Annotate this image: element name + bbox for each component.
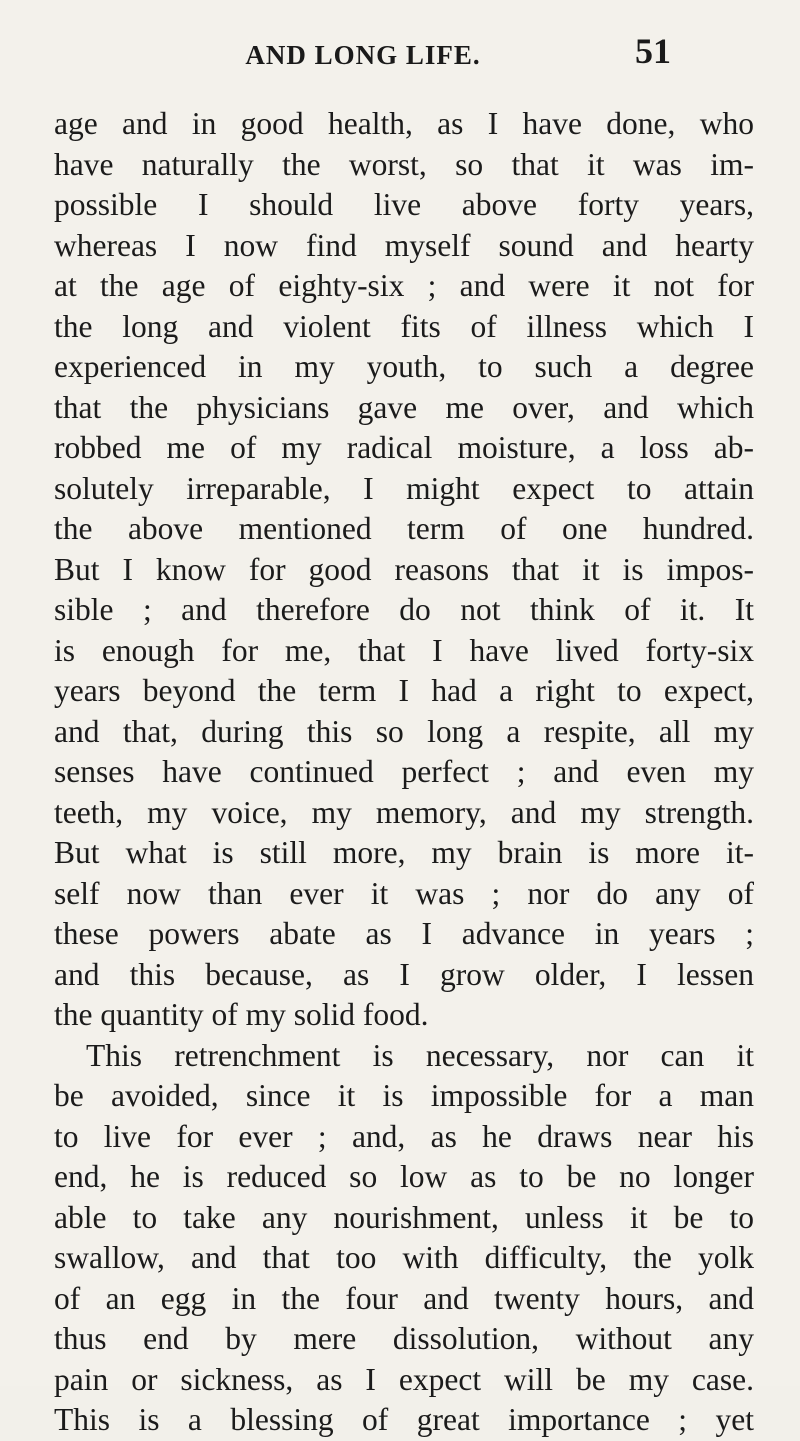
text-line: possible I should live above forty years,: [54, 187, 754, 222]
text-line: But what is still more, my brain is more it-: [54, 835, 754, 870]
text-line: the long and violent fits of illness which I: [54, 308, 754, 344]
text-line: of an egg in the four and twenty hours, and: [54, 1280, 754, 1316]
running-title: AND LONG LIFE.: [245, 40, 481, 70]
text-line: But I know for good reasons that it is impos-: [54, 551, 754, 587]
text-line: at the age of eighty-six ; and were it not for: [54, 268, 754, 303]
text-line: is enough for me, that I have lived forty-six: [54, 632, 754, 668]
text-line: age and in good health, as I have done, who: [54, 106, 754, 141]
text-line: robbed me of my radical moisture, a loss ab-: [54, 430, 754, 465]
body-text: [54, 104, 754, 1441]
text-line: that the physicians gave me over, and which: [54, 389, 754, 425]
text-line: sible ; and therefore do not think of it. It: [54, 592, 754, 627]
text-line: pain or sickness, as I expect will be my case.: [54, 1361, 754, 1397]
text-line: these powers abate as I advance in years ;: [54, 916, 754, 951]
text-line: senses have continued perfect ; and even my: [54, 754, 754, 789]
text-line: the above mentioned term of one hundred.: [54, 511, 754, 546]
text-line: years beyond the term I had a right to expect,: [54, 673, 754, 708]
text-line: self now than ever it was ; nor do any of: [54, 875, 754, 911]
text-line: and that, during this so long a respite, all my: [54, 713, 754, 749]
text-line: teeth, my voice, my memory, and my strength.: [54, 794, 754, 830]
text-line: This retrenchment is necessary, nor can it: [86, 1037, 754, 1073]
text-line: whereas I now find myself sound and hearty: [54, 227, 754, 263]
text-line: This is a blessing of great importance ; yet: [54, 1402, 754, 1437]
text-line: to live for ever ; and, as he draws near his: [54, 1118, 754, 1154]
text-line: able to take any nourishment, unless it be to: [54, 1199, 754, 1235]
text-line: and this because, as I grow older, I lessen: [54, 956, 754, 992]
text-line: thus end by mere dissolution, without any: [54, 1321, 754, 1356]
page-number: 51: [635, 31, 671, 71]
text-line: be avoided, since it is impossible for a man: [54, 1078, 754, 1113]
text-line: the quantity of my solid food.: [54, 997, 429, 1032]
text-line: have naturally the worst, so that it was im-: [54, 146, 754, 182]
text-line: end, he is reduced so low as to be no longer: [54, 1159, 754, 1194]
text-line: solutely irreparable, I might expect to attain: [54, 470, 754, 506]
text-line: experienced in my youth, to such a degree: [54, 349, 754, 384]
text-line: swallow, and that too with difficulty, the yolk: [54, 1240, 754, 1275]
